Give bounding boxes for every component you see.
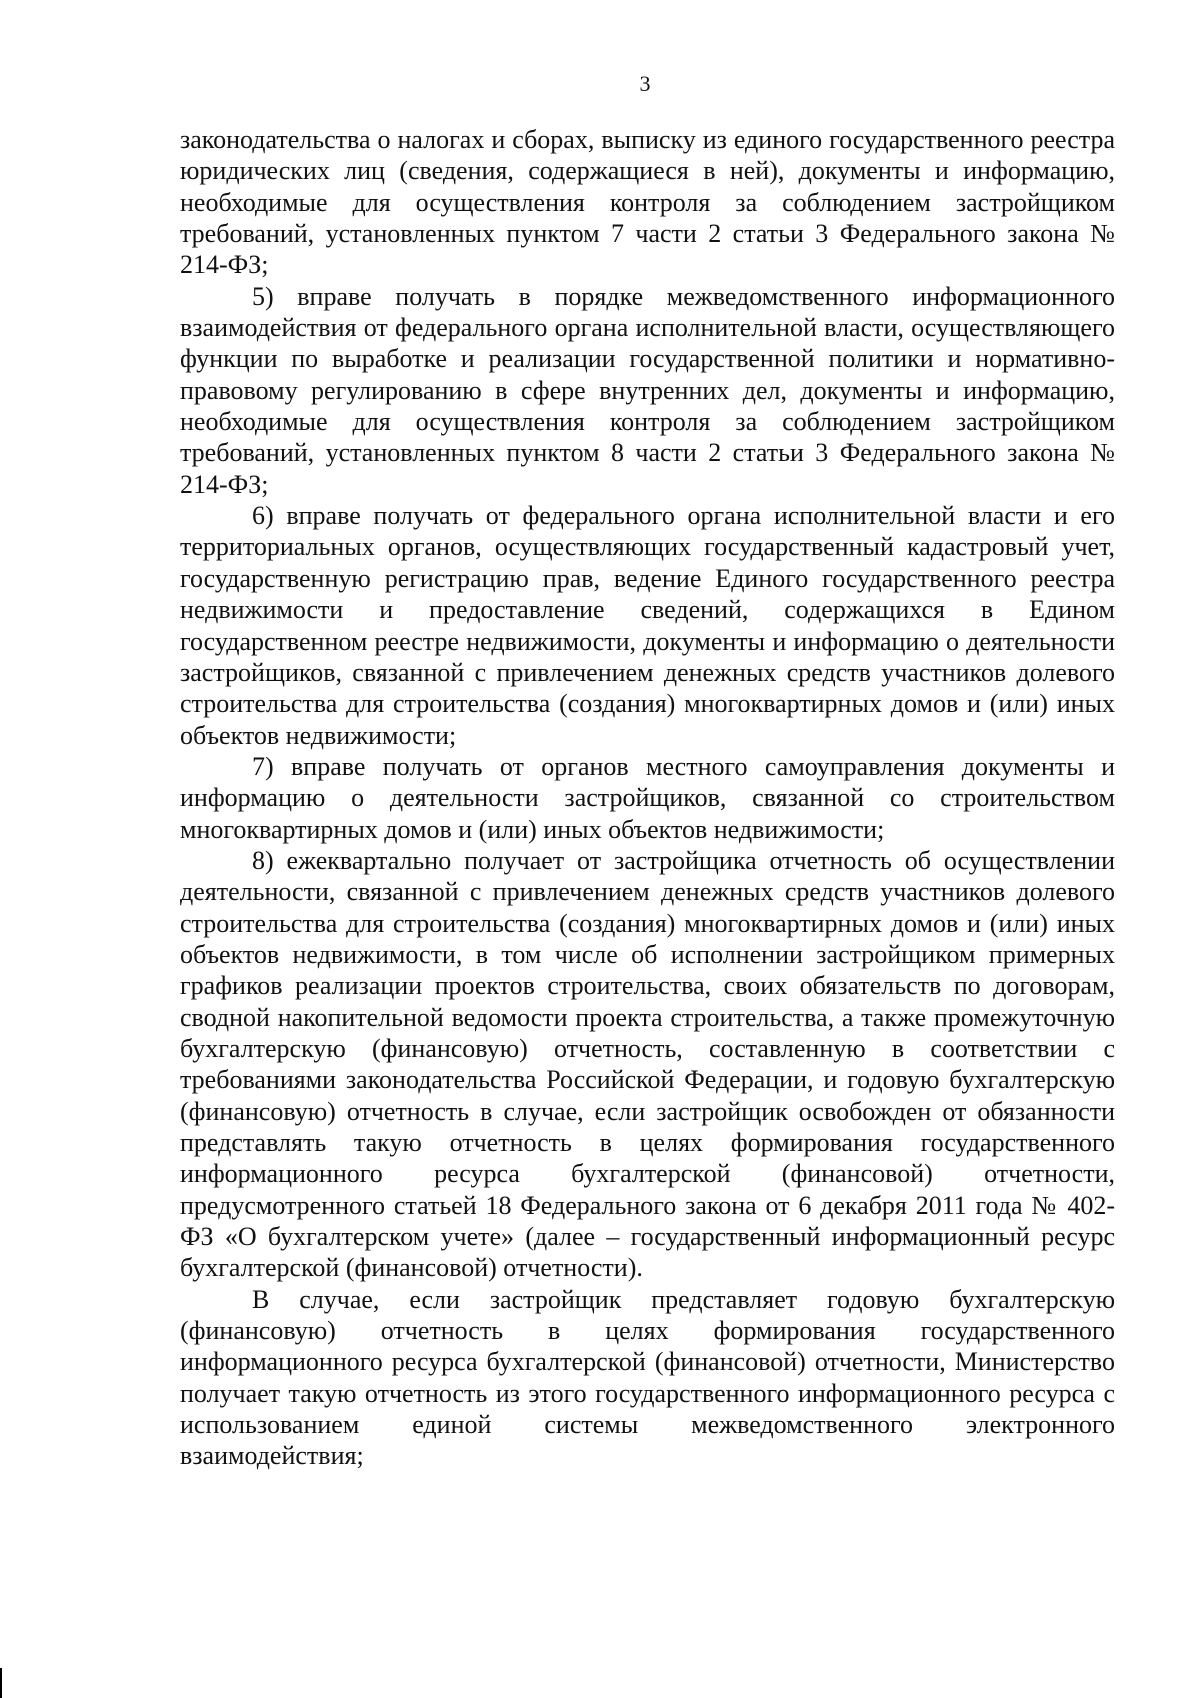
paragraph-item-6: 6) вправе получать от федерального органа исполнительной власти и его территориальных органов, осуществляющих государственный кадастровый учет, государственную регистрацию прав, ведение Единого государственного реестра недвижимости и предоставление сведений, содержащихся в Едином государственном реестре недвижимости, документы и информацию о деятельности застройщиков, связанной с привлечением денежных средств участников долевого строительства для строительства (создания) многоквартирных домов и (или) иных объектов недвижимости;	[180, 501, 1115, 750]
paragraph-continuation: законодательства о налогах и сборах, выписку из единого государственного реестра юридических лиц (сведения, содержащиеся в ней), документы и информацию, необходимые для осуществления контроля за соблюдением застройщиком требований, установленных пунктом 7 части 2 статьи 3 Федерального закона № 214-ФЗ;	[180, 125, 1115, 280]
paragraph-annual-reporting: В случае, если застройщик представляет годовую бухгалтерскую (финансовую) отчетность в целях формирования государственного информационного ресурса бухгалтерской (финансовой) отчетности, Министерство получает такую отчетность из этого государственного информационного ресурса с использованием единой системы межведомственного электронного взаимодействия;	[180, 1284, 1115, 1471]
document-body	[180, 124, 1115, 1472]
paragraph-item-7: 7) вправе получать от органов местного самоуправления документы и информацию о деятельности застройщиков, связанной со строительством многоквартирных домов и (или) иных объектов недвижимости;	[180, 751, 1115, 844]
page-number: 3	[639, 71, 651, 96]
paragraph-item-8: 8) ежеквартально получает от застройщика отчетность об осуществлении деятельности, связанной с привлечением денежных средств участников долевого строительства для строительства (создания) многоквартирных домов и (или) иных объектов недвижимости, в том числе об исполнении застройщиком примерных графиков реализации проектов строительства, своих обязательств по договорам, сводной накопительной ведомости проекта строительства, а также промежуточную бухгалтерскую (финансовую) отчетность, составленную в соответствии с требованиями законодательства Российской Федерации, и годовую бухгалтерскую (финансовую) отчетность в случае, если застройщик освобожден от обязанности представлять такую отчетность в целях формирования государственного информационного ресурса бухгалтерской (финансовой) отчетности, предусмотренного статьей 18 Федерального закона от 6 декабря 2011 года № 402-ФЗ «О бухгалтерском учете» (далее – государственный информационный ресурс бухгалтерской (финансовой) отчетности).	[180, 845, 1115, 1283]
scan-edge-mark	[0, 1668, 2, 1698]
paragraph-item-5: 5) вправе получать в порядке межведомственного информационного взаимодействия от федерального органа исполнительной власти, осуществляющего функции по выработке и реализации государственной политики и нормативно-правовому регулированию в сфере внутренних дел, документы и информацию, необходимые для осуществления контроля за соблюдением застройщиком требований, установленных пунктом 8 части 2 статьи 3 Федерального закона № 214-ФЗ;	[180, 281, 1115, 499]
